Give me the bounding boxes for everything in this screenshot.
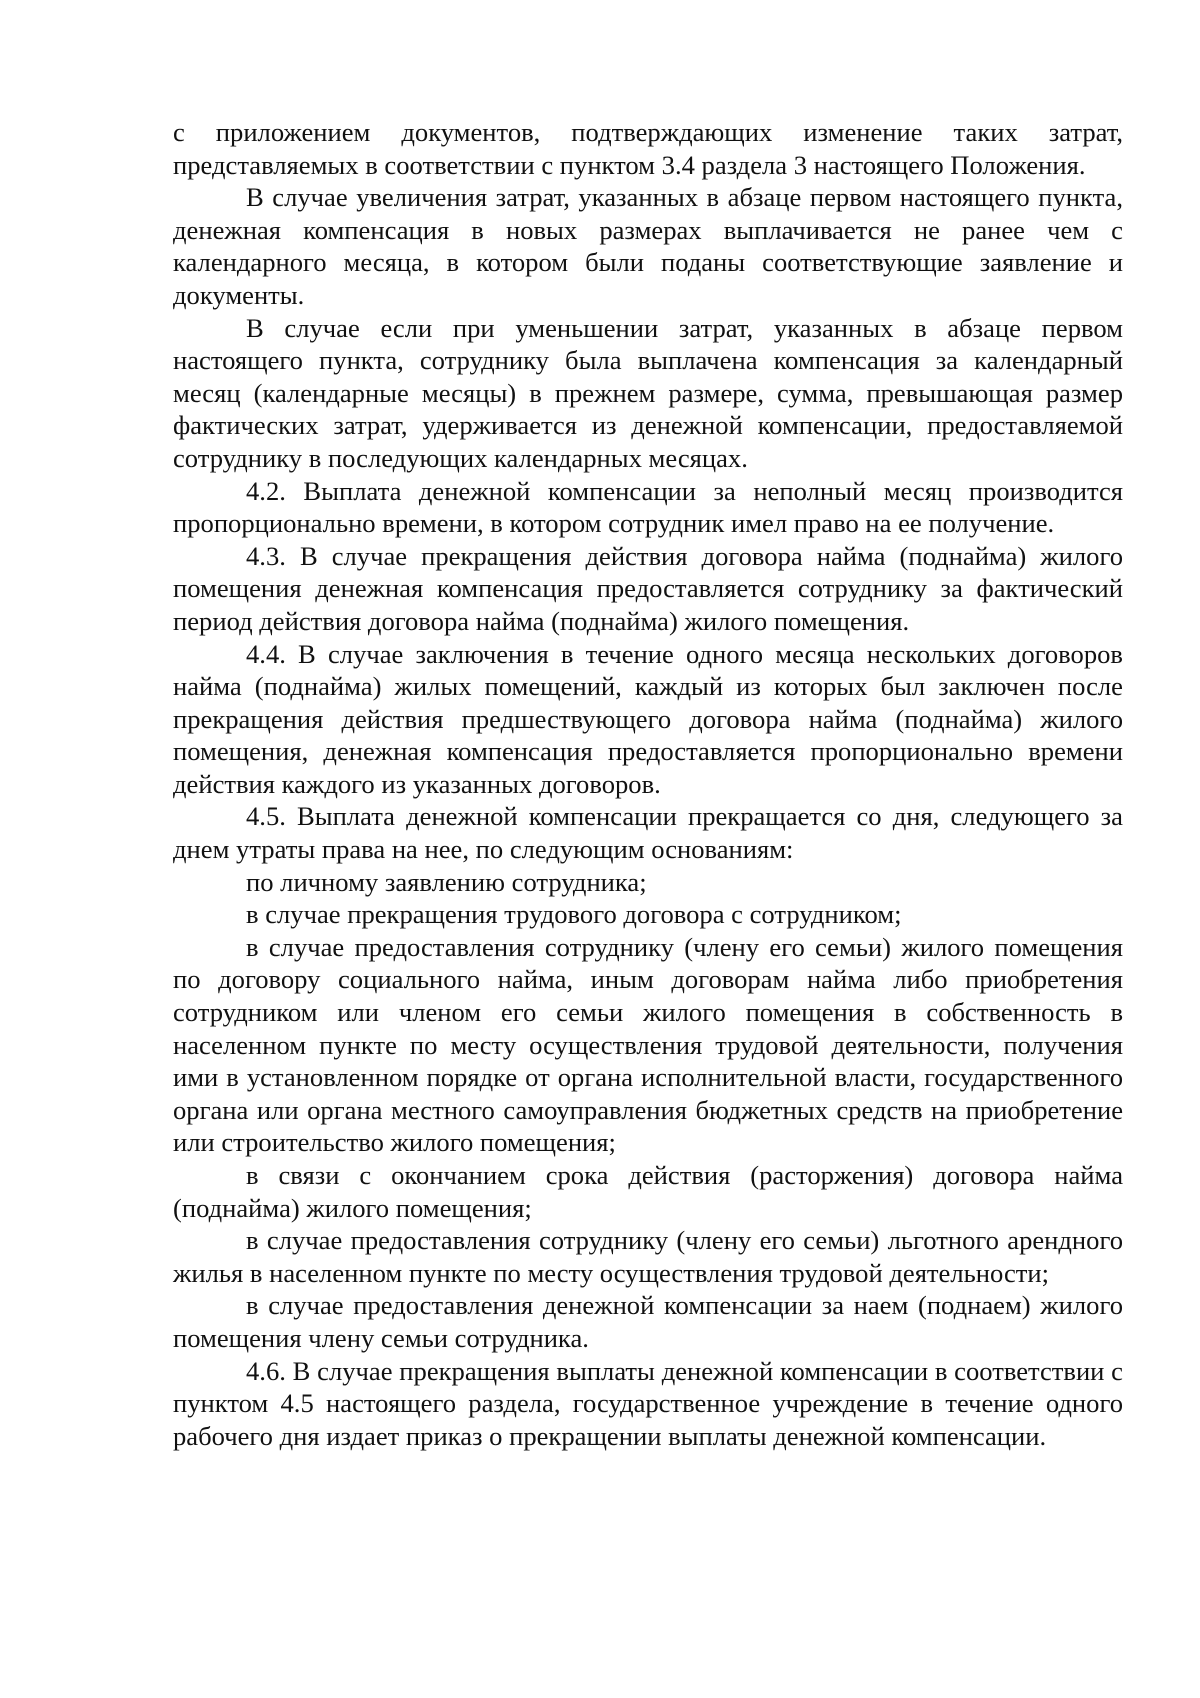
list-item-contract-termination: в случае прекращения трудового договора с сотрудником; — [246, 899, 902, 930]
list-item-family-member-compensation: в случае предоставления денежной компенсации за наем (поднаем) жилого помещения члену семьи сотрудника. — [173, 1290, 1123, 1353]
paragraph-4-6: 4.6. В случае прекращения выплаты денежной компенсации в соответствии с пунктом 4.5 настоящего раздела, государственное учреждение в течение одного рабочего дня издает приказ о прекращении выплаты денежной компенсации. — [173, 1355, 1123, 1451]
paragraph-4-3: 4.3. В случае прекращения действия договора найма (поднайма) жилого помещения денежная компенсация предоставляется сотруднику за фактический период действия договора найма (поднайма) жилого помещения. — [173, 540, 1123, 636]
document-body — [173, 116, 1123, 1452]
paragraph-4-4: 4.4. В случае заключения в течение одного месяца нескольких договоров найма (поднайма) жилых помещений, каждый из которых был заключен после прекращения действия предшествующего договора найма (поднайма) жилого помещения, денежная компенсация предоставляется пропорционально времени действия каждого из указанных договоров. — [173, 638, 1123, 799]
paragraph-4-2: 4.2. Выплата денежной компенсации за неполный месяц производится пропорционально времени, в котором сотрудник имел право на ее получение. — [173, 475, 1123, 539]
list-item-personal-request: по личному заявлению сотрудника; — [246, 866, 647, 897]
list-item-lease-expiry: в связи с окончанием срока действия (расторжения) договора найма (поднайма) жилого помещения; — [173, 1160, 1123, 1223]
list-item-preferential-rent: в случае предоставления сотруднику (члену его семьи) льготного арендного жилья в населенном пункте по месту осуществления трудовой деятельности; — [173, 1225, 1123, 1288]
list-item-housing-provision: в случае предоставления сотруднику (члену его семьи) жилого помещения по договору социального найма, иным договорам найма либо приобретения сотрудником или членом его семьи жилого помещения в собственность в населенном пункте по месту осуществления трудовой деятельности, получения ими в установленном порядке от органа исполнительной власти, государственного органа или органа местного самоуправления бюджетных средств на приобретение или строительство жилого помещения; — [173, 931, 1123, 1158]
paragraph-cost-decrease: В случае если при уменьшении затрат, указанных в абзаце первом настоящего пункта, сотруднику была выплачена компенсация за календарный месяц (календарные месяцы) в прежнем размере, сумма, превышающая размер фактических затрат, удерживается из денежной компенсации, предоставляемой сотруднику в последующих календарных месяцах. — [173, 312, 1123, 473]
paragraph-4-5: 4.5. Выплата денежной компенсации прекращается со дня, следующего за днем утраты права на нее, по следующим основаниям: — [173, 801, 1123, 865]
paragraph-continuation: с приложением документов, подтверждающих изменение таких затрат, представляемых в соответствии с пунктом 3.4 раздела 3 настоящего Положения. — [173, 117, 1123, 180]
paragraph-cost-increase: В случае увеличения затрат, указанных в абзаце первом настоящего пункта, денежная компенсация в новых размерах выплачивается не ранее чем с календарного месяца, в котором были поданы соответствующие заявление и документы. — [173, 182, 1123, 310]
